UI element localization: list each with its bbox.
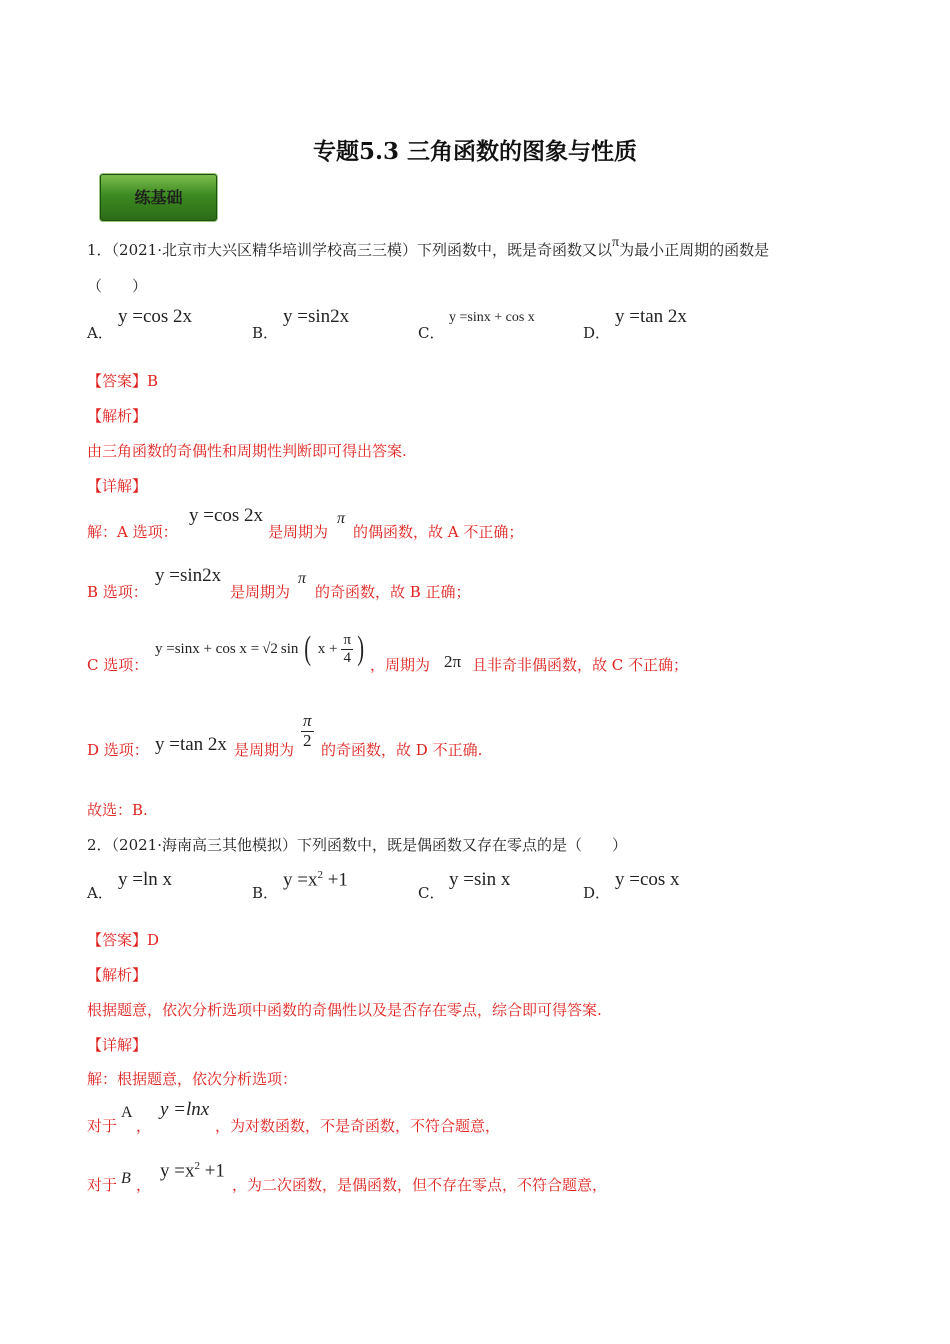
q2-detail-b-tail: ，为二次函数，是偶函数，但不存在零点，不符合题意， (232, 1176, 608, 1194)
q2-detail-b-prefix: 对于 (87, 1176, 118, 1194)
q2-option-a-letter: A． (87, 884, 113, 902)
q1-detail-a-formula: y =cos 2x (189, 505, 264, 526)
q1-stem: 1．（2021·北京市大兴区精华培训学校高三三模）下列函数中，既是奇函数又以$^\pi$为最小正周期的函数是 (87, 235, 770, 259)
q1-detail-b-tail: 的奇函数，故 B 正确； (315, 583, 471, 601)
q1-option-a-formula: y =cos 2x (118, 306, 193, 327)
q2-detail-b-letter: B (121, 1170, 131, 1187)
q1-option-c-formula: y =sinx + cos x (449, 310, 535, 325)
q1-answer: 【答案】B (87, 372, 159, 390)
q2-detail-a-tail: ，为对数函数，不是奇函数，不符合题意， (215, 1117, 501, 1135)
q1-detail-d-mid: 是周期为 (234, 741, 295, 759)
q1-option-a-letter: A． (87, 324, 113, 342)
q2-option-b-letter: B． (252, 884, 279, 902)
q2-detail-intro: 解：根据题意，依次分析选项： (87, 1070, 298, 1088)
q2-detail-b-comma: ， (136, 1176, 152, 1194)
q2-answer: 【答案】D (87, 931, 160, 949)
q1-option-d-letter: D． (583, 324, 611, 342)
q1-option-b-letter: B． (252, 324, 279, 342)
q1-detail-b-mid: 是周期为 (230, 583, 291, 601)
q1-detail-b-pi: π (298, 570, 307, 587)
q1-detail-d-prefix: D 选项： (87, 741, 149, 759)
q2-option-d-formula: y =cos x (615, 869, 680, 890)
q2-option-c-letter: C． (418, 884, 445, 902)
q2-analysis: 根据题意，依次分析选项中函数的奇偶性以及是否存在零点，综合即可得答案. (87, 1001, 602, 1019)
q1-option-d-formula: y =tan 2x (615, 306, 687, 327)
q1-detail-a-tail: 的偶函数，故 A 不正确； (353, 523, 524, 541)
q1-detail-a-pi: π (337, 510, 346, 527)
q1-detail-c-prefix: C 选项： (87, 656, 149, 674)
q2-detail-b-formula: $y =x^2 +1$ (160, 1160, 225, 1182)
q2-detail-a-formula: y =lnx (160, 1099, 210, 1120)
q2-detail-a-comma: ， (136, 1117, 152, 1135)
page-title: 专题5.3 三角函数的图象与性质 (312, 138, 638, 165)
q1-detail-d-tail: 的奇函数，故 D 不正确. (321, 741, 483, 759)
q1-option-b-formula: y =sin2x (283, 306, 350, 327)
q1-detail-head: 【详解】 (87, 477, 148, 495)
q2-detail-a-prefix: 对于 (87, 1117, 118, 1135)
q1-detail-c-formula: y =sinx + cos x = √2 sin ( x + $\frac{\pi}{4}$ ) (155, 630, 365, 667)
q1-detail-a-prefix: 解：A 选项： (87, 523, 178, 541)
q2-option-a-formula: y =ln x (118, 869, 172, 890)
q1-detail-c-period: 2π (444, 652, 462, 671)
q1-detail-a-mid: 是周期为 (268, 523, 329, 541)
q1-detail-b-formula: y =sin2x (155, 565, 222, 586)
q2-detail-head: 【详解】 (87, 1036, 148, 1054)
q1-conclusion: 故选：B. (87, 801, 148, 819)
q1-paren: （ ） (87, 277, 148, 295)
q1-detail-c-mid: ，周期为 (370, 656, 431, 674)
q1-detail-b-prefix: B 选项： (87, 583, 148, 601)
q2-option-b-formula: $y =x^2 +1$ (283, 869, 348, 891)
q1-analysis-head: 【解析】 (87, 407, 148, 425)
q2-option-c-formula: y =sin x (449, 869, 511, 890)
q1-option-c-letter: C． (418, 324, 445, 342)
q1-detail-c-tail: 且非奇非偶函数，故 C 不正确； (472, 656, 689, 674)
q2-option-d-letter: D． (583, 884, 611, 902)
q2-detail-a-letter: A (121, 1104, 133, 1121)
q1-analysis: 由三角函数的奇偶性和周期性判断即可得出答案. (87, 442, 407, 460)
q1-detail-d-fraction: $\frac{\pi}{2}$ (303, 711, 312, 750)
q2-analysis-head: 【解析】 (87, 966, 148, 984)
section-tag: 练基础 (100, 174, 217, 221)
q2-stem: 2．（2021·海南高三其他模拟）下列函数中，既是偶函数又存在零点的是（ ） (87, 836, 627, 854)
q1-detail-d-formula: y =tan 2x (155, 734, 227, 755)
